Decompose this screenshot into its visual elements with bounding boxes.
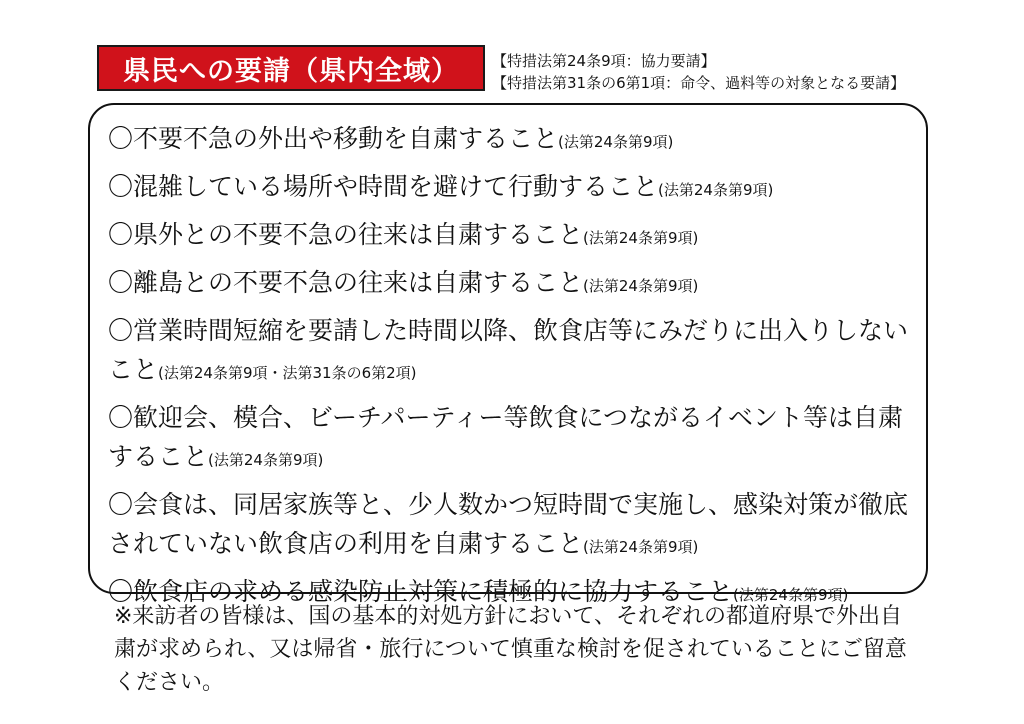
request-law: (法第24条第9項) (558, 133, 674, 151)
request-text: 〇不要不急の外出や移動を自粛すること (108, 124, 559, 153)
request-item (108, 119, 916, 162)
request-list (88, 103, 928, 606)
request-item (108, 398, 916, 480)
page-title: 県民への要請（県内全域） (97, 45, 485, 91)
request-law: (法第24条第9項) (583, 538, 699, 556)
request-item (108, 167, 916, 210)
request-law: (法第24条第9項) (583, 229, 699, 247)
visitor-footnote: ※来訪者の皆様は、国の基本的対処方針において、それぞれの都道府県で外出自粛が求められ、又は帰省・旅行について慎重な検討を促されていることにご留意ください。 (114, 604, 907, 695)
request-text: 〇離島との不要不急の往来は自粛すること (108, 268, 584, 297)
law-note-order: 【特措法第31条の6第1項：命令、過料等の対象となる要請】 (492, 74, 906, 92)
request-item (108, 263, 916, 306)
request-text: 〇飲食店の求める感染防止対策に積極的に協力すること (108, 577, 734, 606)
request-text: 〇県外との不要不急の往来は自粛すること (108, 220, 584, 249)
request-law: (法第24条第9項・法第31条の6第2項) (158, 364, 417, 382)
law-reference-notes (492, 50, 905, 94)
request-law: (法第24条第9項) (208, 451, 324, 469)
request-law: (法第24条第9項) (583, 277, 699, 295)
request-text: 〇歓迎会、模合、ビーチパーティー等飲食につながるイベント等は自粛すること (108, 403, 904, 471)
request-text: 〇会食は、同居家族等と、少人数かつ短時間で実施し、感染対策が徹底されていない飲食店の利用を自粛すること (108, 490, 909, 558)
request-item (108, 215, 916, 258)
request-item (108, 485, 916, 567)
request-text: 〇営業時間短縮を要請した時間以降、飲食店等にみだりに出入りしないこと (108, 316, 909, 384)
request-text: 〇混雑している場所や時間を避けて行動すること (108, 172, 659, 201)
request-law: (法第24条第9項) (658, 181, 774, 199)
request-law: (法第24条第9項) (733, 586, 849, 604)
law-note-cooperation: 【特措法第24条9項：協力要請】 (492, 52, 716, 70)
request-item (108, 311, 916, 393)
